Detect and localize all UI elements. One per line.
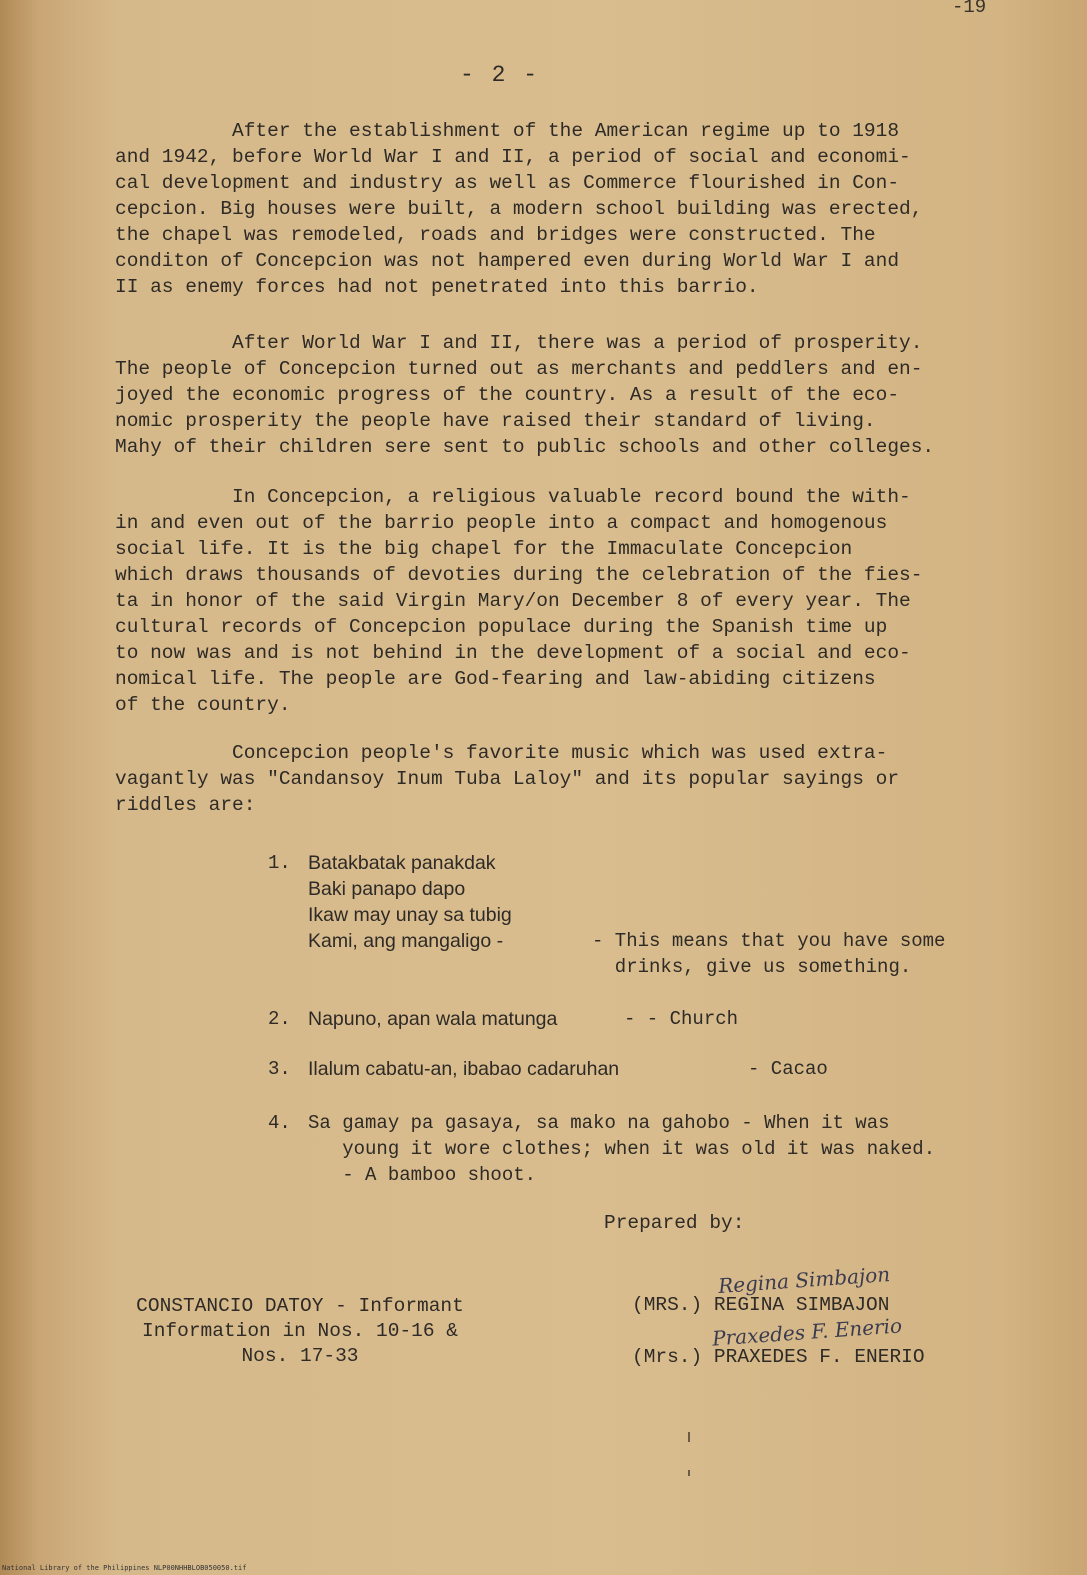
signer-praxedes: (Mrs.) PRAXEDES F. ENERIO: [632, 1346, 925, 1368]
riddle-1-line: Ikaw may unay sa tubig: [308, 904, 512, 926]
riddle-1-number: 1.: [268, 852, 291, 874]
corner-mark: -19: [952, 0, 987, 18]
riddle-1-last-line: Kami, ang mangaligo -: [308, 930, 504, 952]
paragraph-prosperity: After World War I and II, there was a period of prosperity. The people of Concepcion turned out as merchants and peddlers and en- joyed the economic progress of the country. As a result of the eco- nomic prosperity the people have raised their standard of living. Mahy of their children sere sent to public schools and other colleges.: [115, 332, 935, 458]
riddle-2-number: 2.: [268, 1008, 291, 1030]
ink-mark: [688, 1432, 690, 1442]
riddle-1-line: Baki panapo dapo: [308, 878, 466, 900]
paragraph-religious-record: In Concepcion, a religious valuable record bound the with- in and even out of the barrio people into a compact and homogenous social life. It is the big chapel for the Immaculate Concepcion which draws thousands of devoties during the celebration of the fies- ta in honor of the said Virgin Mary/on December 8 of every year. The cultural records of Concepcion populace during the Spanish time up to now was and is not behind in the development of a social and eco- nomical life. The people are God-fearing and law-abiding citizens of the country.: [115, 486, 923, 716]
prepared-by-label: Prepared by:: [604, 1212, 745, 1234]
signer-regina: (MRS.) REGINA SIMBAJON: [632, 1294, 890, 1316]
paragraph-favorite-music: Concepcion people's favorite music which was used extra- vagantly was "Candansoy Inum Tuba Laloy" and its popular sayings or riddles are:: [115, 742, 900, 816]
riddle-1-line: Batakbatak panakdak: [308, 852, 496, 874]
scan-footer: National Library of the Philippines NLP00NHHBLOB050050.tif: [2, 1564, 247, 1572]
signature-praxedes: Praxedes F. Enerio: [711, 1313, 903, 1351]
page-number: - 2 -: [460, 62, 540, 88]
riddle-4-text: Sa gamay pa gasaya, sa mako na gahobo - When it was young it wore clothes; when it was old it was naked. - A bamboo shoot.: [308, 1112, 936, 1186]
informant-block: CONSTANCIO DATOY - Informant Information in Nos. 10-16 & Nos. 17-33: [136, 1295, 464, 1367]
signature-regina: Regina Simbajon: [717, 1262, 891, 1298]
riddle-2-answer: - - Church: [624, 1008, 739, 1030]
ink-mark: [688, 1470, 690, 1476]
paragraph-american-regime: After the establishment of the American regime up to 1918 and 1942, before World War I and II, a period of social and economi- cal development and industry as well as Commerce flourished in Con- cepcion. Big houses were built, a modern school building was erected, the chapel was remodeled, roads and bridges were constructed. The conditon of Concepcion was not hampered even during World War I and II as enemy forces had not penetrated into this barrio.: [115, 120, 923, 298]
riddle-1-meaning: - This means that you have some drinks, give us something.: [592, 930, 946, 978]
riddle-3-answer: - Cacao: [748, 1058, 828, 1080]
riddle-4-number: 4.: [268, 1112, 291, 1134]
riddle-2-text: Napuno, apan wala matunga: [308, 1008, 558, 1030]
riddle-3-text: Ilalum cabatu-an, ibabao cadaruhan: [308, 1058, 620, 1080]
riddle-3-number: 3.: [268, 1058, 291, 1080]
